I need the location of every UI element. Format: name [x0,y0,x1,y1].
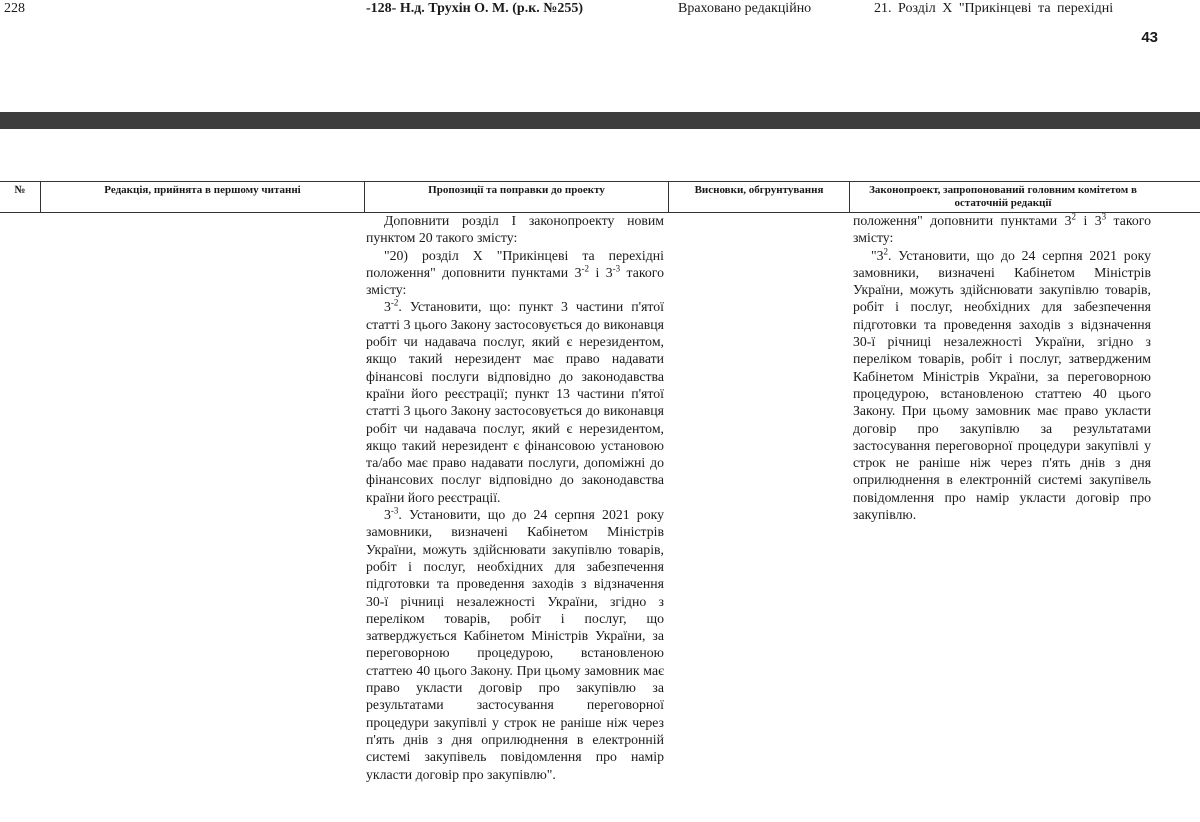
section-reference: 21. Розділ Х "Прикінцеві та перехідні [874,1,1114,16]
proposal-intro: Доповнити розділ І законопроекту новим пунктом 20 такого змісту: [366,213,664,246]
page-number: 43 [1141,29,1158,46]
amendment-status: Враховано редакційно [678,1,812,16]
proposals-column [366,212,664,783]
header-proposals: Пропозиції та поправки до проекту [364,182,668,212]
final-version-column [853,212,1151,523]
header-final-version: Законопроект, запропонований головним комітетом в остаточній редакції [849,182,1156,212]
header-number: № [14,184,26,196]
final-point-3-2: "$3^2$. Установити, що до 24 серпня 2021 року замовники, визначені Кабінетом Міністрів України, можуть здійснювати закупівлю товарів, робіт і послуг, необхідних для забезпечення підготовки та проведення заходів з відзначення 30-ї річниці незалежності України, згідно з переліком товарів, робіт і послуг, затвердженим Кабінетом Міністрів України, за переговорною процедурою, встановленою статтею 40 цього Закону. При цьому замовник має право укласти договір про закупівлю за результатами застосування переговорної процедури закупівлі у строк не раніше ніж через п'ять днів з дня оприлюднення в електронній системі закупівель повідомлення про намір укласти договір про закупівлю. [853,246,1151,523]
proposal-point-3-2: $3^{-2}$. Установити, що: пункт 3 частини п'ятої статті 3 цього Закону застосовується до виконавця робіт чи надавача послуг, який є нерезидентом, якщо такий нерезидент має право надавати фінансові послуги відповідно до законодавства країни його реєстрації; пункт 13 частини п'ятої статті 3 цього Закону застосовується до виконавця робіт чи надавача послуг, який є нерезидентом, якщо такий нерезидент є фінансовою установою та/або має право надавати послуги, допоміжні до фінансових послуг відповідно до законодавства країни його реєстрації. [366,297,664,505]
header-conclusions: Висновки, обгрунтування [668,182,849,212]
previous-page-row [0,0,1200,20]
row-number: 228 [4,1,25,16]
final-intro: положення" доповнити пунктами $3^2$ і $3^3$ такого змісту: [853,211,1151,246]
header-first-reading: Редакція, прийнята в першому читанні [40,182,364,212]
proposal-point-3-3: $3^{-3}$. Установити, що до 24 серпня 2021 року замовники, визначені Кабінетом Міністрів України, можуть здійснювати закупівлю товарів, робіт і послуг, необхідних для забезпечення підготовки та проведення заходів з відзначення 30-ї річниці незалежності України, згідно з переліком товарів, робіт і послуг, що затверджується Кабінетом Міністрів України, за переговорною процедурою, встановленою статтею 40 цього Закону. При цьому замовник має право укласти договір про закупівлю за результатами застосування переговорної процедури закупівлі у строк не раніше ніж через п'ять днів з дня оприлюднення в електронній системі закупівель повідомлення про намір укласти договір про закупівлю". [366,505,664,782]
table-header [0,181,1200,213]
page-separator-band [0,112,1200,129]
amendment-author: -128- Н.д. Трухін О. М. (р.к. №255) [366,1,584,16]
proposal-item-20: "20) розділ Х "Прикінцеві та перехідні положення" доповнити пунктами $3^{-2}$ і $3^{-3}$ такого змісту: [366,247,664,298]
